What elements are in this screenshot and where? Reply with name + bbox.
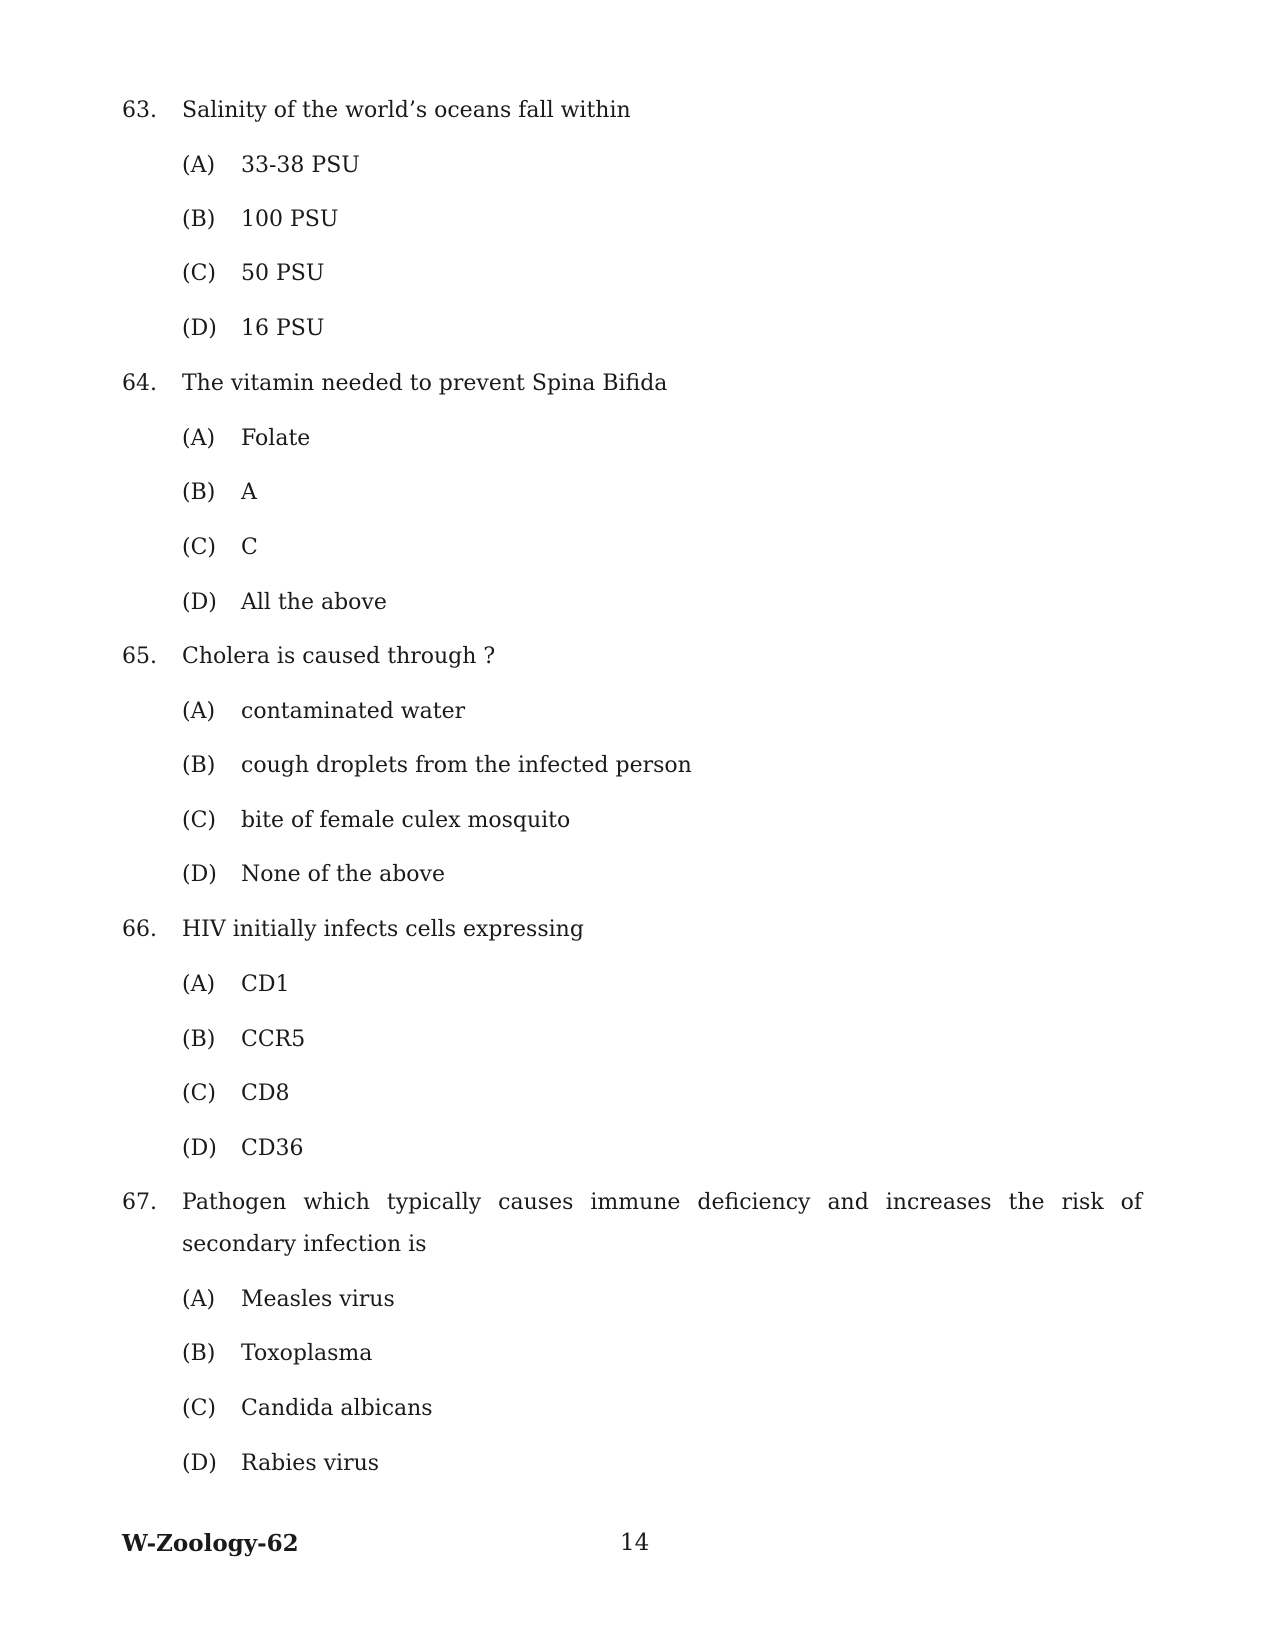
option-text: CD8 xyxy=(241,1081,290,1106)
option-label: (C) xyxy=(182,535,216,560)
option-text: C xyxy=(241,535,258,560)
option-text: 33-38 PSU xyxy=(241,153,360,178)
option-text: contaminated water xyxy=(241,699,466,724)
option-label: (A) xyxy=(182,699,216,724)
option-label: (D) xyxy=(182,316,217,341)
option-label: (D) xyxy=(182,1451,217,1476)
question-text: The vitamin needed to prevent Spina Bifida xyxy=(182,371,668,396)
question-number: 63. xyxy=(122,98,157,123)
question-text: Cholera is caused through ? xyxy=(182,644,496,669)
question-number: 64. xyxy=(122,371,157,396)
question-text: Pathogen which typically causes immune deficiency and increases the risk of secondary infection is xyxy=(182,1190,1142,1257)
paper-code: W-Zoology-62 xyxy=(122,1530,299,1557)
option-text: A xyxy=(241,480,257,505)
option-text: 50 PSU xyxy=(241,261,325,286)
option-text: None of the above xyxy=(241,862,445,887)
option-text: bite of female culex mosquito xyxy=(241,808,571,833)
option-text: Toxoplasma xyxy=(241,1341,373,1366)
option-label: (C) xyxy=(182,1396,216,1421)
option-label: (A) xyxy=(182,153,216,178)
option-label: (D) xyxy=(182,862,217,887)
option-text: Measles virus xyxy=(241,1287,395,1312)
option-label: (B) xyxy=(182,1341,216,1366)
option-label: (A) xyxy=(182,972,216,997)
option-text: CCR5 xyxy=(241,1027,306,1052)
option-label: (C) xyxy=(182,1081,216,1106)
option-label: (C) xyxy=(182,261,216,286)
question-text: Salinity of the world’s oceans fall within xyxy=(182,98,631,123)
option-text: 100 PSU xyxy=(241,207,339,232)
option-label: (B) xyxy=(182,480,216,505)
question-number: 66. xyxy=(122,917,157,942)
option-label: (D) xyxy=(182,1136,217,1161)
option-text: Folate xyxy=(241,426,311,451)
option-text: Rabies virus xyxy=(241,1451,380,1476)
option-label: (B) xyxy=(182,207,216,232)
option-text: cough droplets from the infected person xyxy=(241,753,692,778)
option-label: (A) xyxy=(182,426,216,451)
option-text: CD1 xyxy=(241,972,290,997)
question-number: 65. xyxy=(122,644,157,669)
option-text: CD36 xyxy=(241,1136,304,1161)
option-label: (D) xyxy=(182,590,217,615)
option-text: All the above xyxy=(241,590,387,615)
option-label: (B) xyxy=(182,1027,216,1052)
question-text: HIV initially infects cells expressing xyxy=(182,917,584,942)
option-label: (B) xyxy=(182,753,216,778)
option-label: (C) xyxy=(182,808,216,833)
question-number: 67. xyxy=(122,1190,157,1215)
option-text: 16 PSU xyxy=(241,316,325,341)
page-number: 14 xyxy=(620,1530,650,1556)
option-text: Candida albicans xyxy=(241,1396,433,1421)
option-label: (A) xyxy=(182,1287,216,1312)
